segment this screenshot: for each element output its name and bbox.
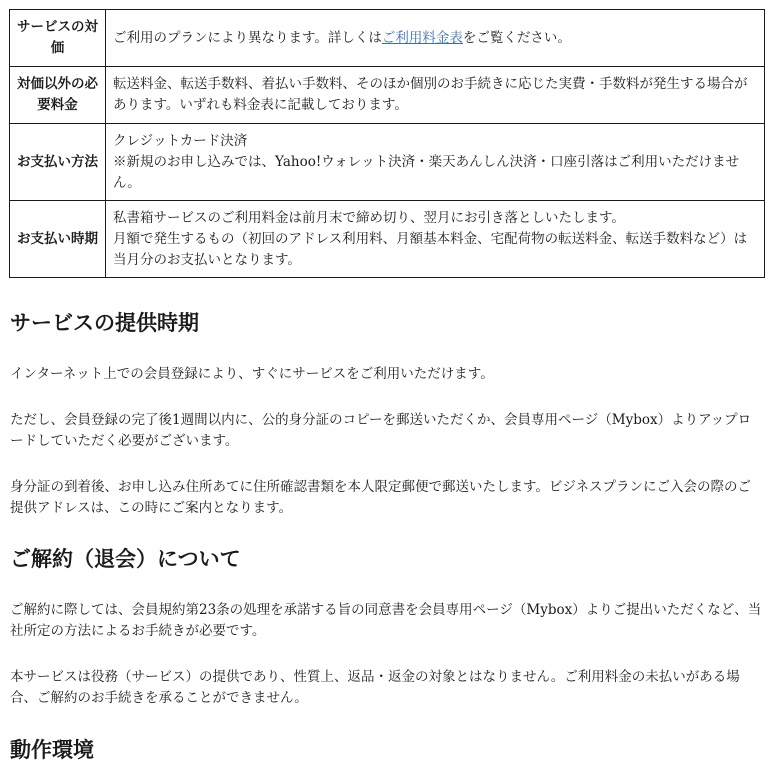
row-value-payment-method bbox=[106, 124, 765, 201]
environment-heading: 動作環境 bbox=[10, 737, 94, 762]
payment-method-line: クレジットカード決済 bbox=[113, 132, 248, 149]
cancellation-heading: ご解約（退会）について bbox=[10, 546, 241, 571]
price-table-link[interactable]: ご利用料金表 bbox=[381, 29, 463, 46]
payment-timing-note: 月額で発生するもの（初回のアドレス利用料、月額基本料金、宅配荷物の転送料金、転送手数料など）は当月分のお支払いとなります。 bbox=[113, 230, 748, 268]
provision-paragraph: ただし、会員登録の完了後1週間以内に、公的身分証のコピーを郵送いただくか、会員専用ページ（Mybox）よりアップロードしていただく必要がございます。 bbox=[10, 412, 752, 449]
cancellation-paragraph: ご解約に際しては、会員規約第23条の処理を承諾する旨の同意書を会員専用ページ（Mybox）よりご提出いただくなど、当社所定の方法によるお手続きが必要です。 bbox=[10, 602, 762, 639]
row-header-price: サービスの対価 bbox=[10, 10, 106, 67]
provision-paragraph: 身分証の到着後、お申し込み住所あてに住所確認書類を本人限定郵便で郵送いたします。ビジネスプランにご入会の際のご提供アドレスは、この時にご案内となります。 bbox=[10, 479, 752, 516]
terms-table bbox=[9, 9, 765, 278]
cancellation-paragraph: 本サービスは役務（サービス）の提供であり、性質上、返品・返金の対象とはなりません。ご利用料金の未払いがある場合、ご解約のお手続きを承ることができません。 bbox=[10, 669, 740, 706]
payment-method-note: ※新規のお申し込みでは、Yahoo!ウォレット決済・楽天あんしん決済・口座引落はご利用いただけません。 bbox=[113, 153, 740, 191]
table-row bbox=[10, 124, 765, 201]
provision-paragraph: インターネット上での会員登録により、すぐにサービスをご利用いただけます。 bbox=[10, 366, 494, 382]
row-value-payment-timing bbox=[106, 201, 765, 278]
payment-timing-line: 私書箱サービスのご利用料金は前月末で締め切り、翌月にお引き落としいたします。 bbox=[113, 209, 625, 226]
price-text-suffix: をご覧ください。 bbox=[462, 29, 571, 46]
row-header-payment-method: お支払い方法 bbox=[10, 124, 106, 201]
provision-heading: サービスの提供時期 bbox=[10, 310, 199, 335]
table-row bbox=[10, 67, 765, 124]
row-value-price bbox=[106, 10, 765, 67]
table-row bbox=[10, 201, 765, 278]
price-text: ご利用のプランにより異なります。詳しくは bbox=[113, 29, 382, 46]
table-row bbox=[10, 10, 765, 67]
row-value-extra-fees bbox=[106, 67, 765, 124]
row-header-extra-fees: 対価以外の必要料金 bbox=[10, 67, 106, 124]
extra-fees-text: 転送料金、転送手数料、着払い手数料、そのほか個別のお手続きに応じた実費・手数料が発生する場合があります。いずれも料金表に記載しております。 bbox=[113, 76, 748, 113]
row-header-payment-timing: お支払い時期 bbox=[10, 201, 106, 278]
